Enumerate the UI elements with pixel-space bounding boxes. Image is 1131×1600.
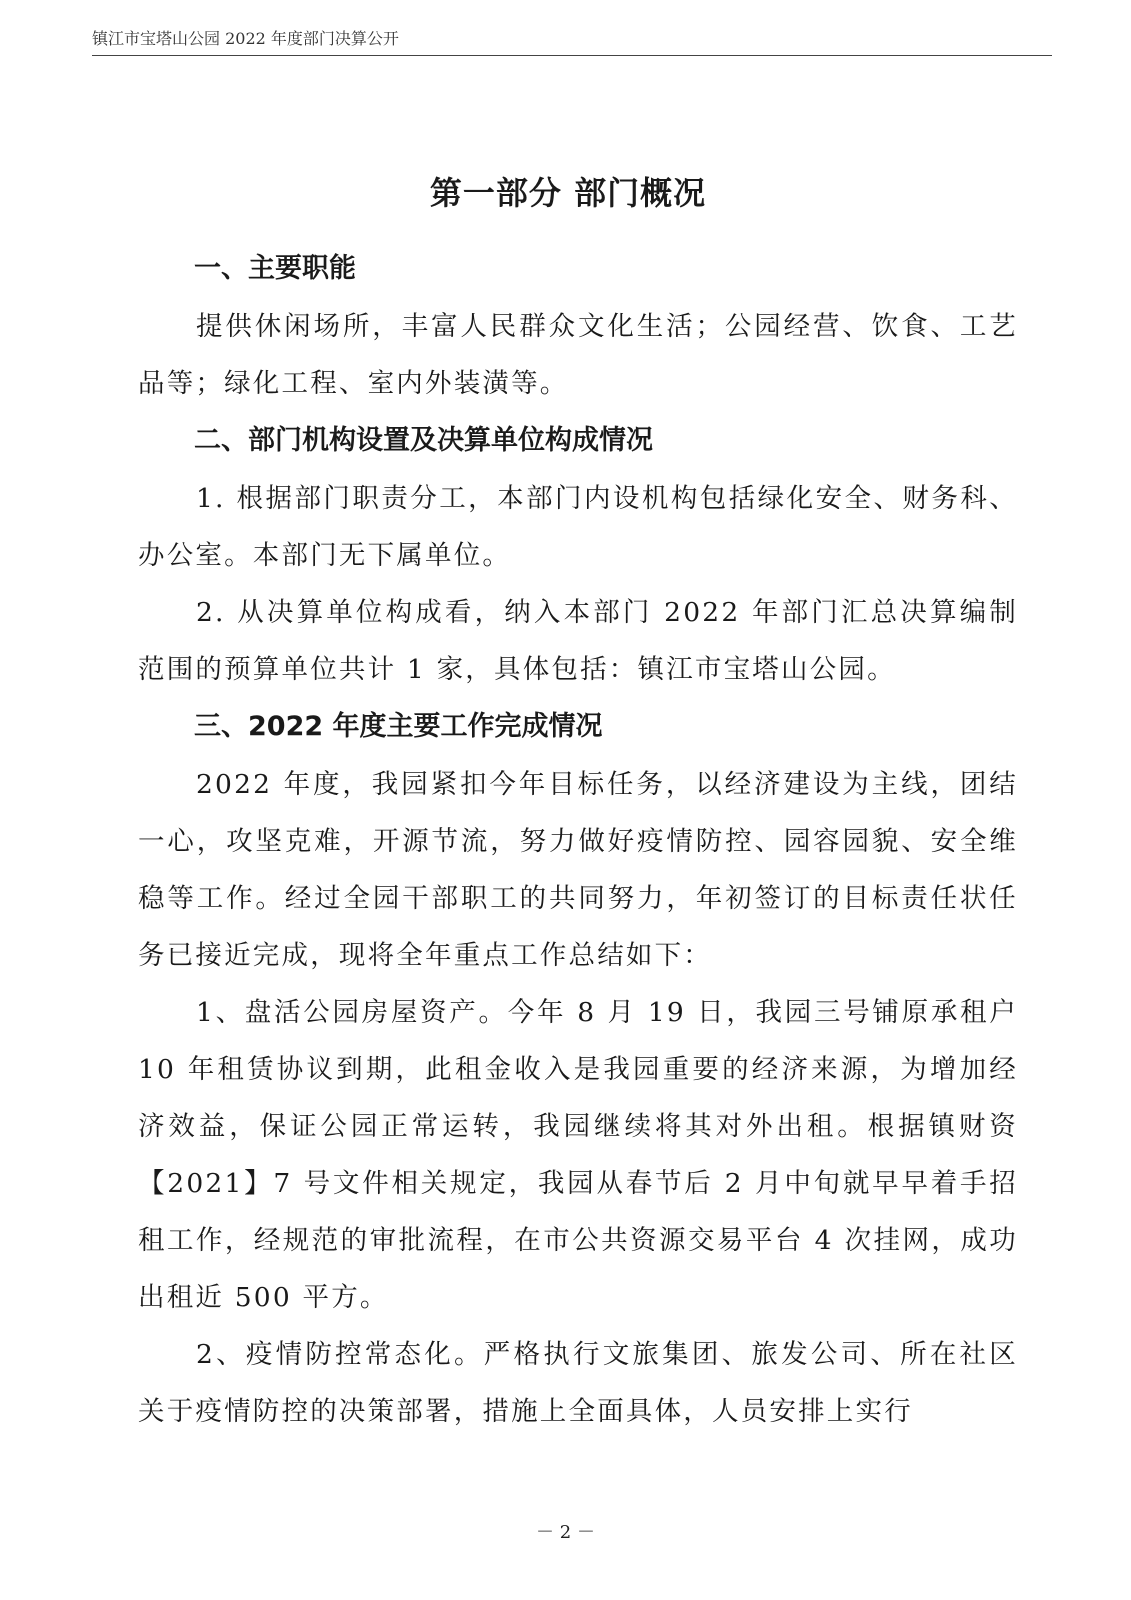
section-heading-functions: 一、主要职能: [194, 253, 356, 284]
section-heading-work-summary: 三、2022 年度主要工作完成情况: [194, 711, 603, 742]
paragraph: 1、盘活公园房屋资产。今年 8 月 19 日，我园三号铺原承租户 10 年租赁协议到期，此租金收入是我园重要的经济来源，为增加经济效益，保证公园正常运转，我园继续将其对外出租。根据镇财资【2021】7 号文件相关规定，我园从春节后 2 月中旬就早早着手招租工作，经规范的审批流程，在市公共资源交易平台 4 次挂网，成功出租近 500 平方。: [138, 997, 1018, 1313]
paragraph: 2. 从决算单位构成看，纳入本部门 2022 年部门汇总决算编制范围的预算单位共计 1 家，具体包括：镇江市宝塔山公园。: [138, 597, 1018, 685]
section-heading-organization: 二、部门机构设置及决算单位构成情况: [194, 425, 653, 456]
paragraph: 提供休闲场所，丰富人民群众文化生活；公园经营、饮食、工艺品等；绿化工程、室内外装潢等。: [138, 311, 1018, 399]
paragraph: 1. 根据部门职责分工，本部门内设机构包括绿化安全、财务科、办公室。本部门无下属单位。: [138, 483, 1018, 571]
running-header: 镇江市宝塔山公园 2022 年度部门决算公开: [92, 26, 1052, 56]
page-number: － 2 －: [536, 1522, 595, 1543]
document-title: 第一部分 部门概况: [429, 174, 707, 212]
paragraph: 2、疫情防控常态化。严格执行文旅集团、旅发公司、所在社区关于疫情防控的决策部署，措施上全面具体，人员安排上实行: [138, 1339, 1018, 1427]
document-body: [138, 168, 1018, 1440]
paragraph: 2022 年度，我园紧扣今年目标任务，以经济建设为主线，团结一心，攻坚克难，开源节流，努力做好疫情防控、园容园貌、安全维稳等工作。经过全园干部职工的共同努力，年初签订的目标责任状任务已接近完成，现将全年重点工作总结如下：: [138, 769, 1018, 971]
